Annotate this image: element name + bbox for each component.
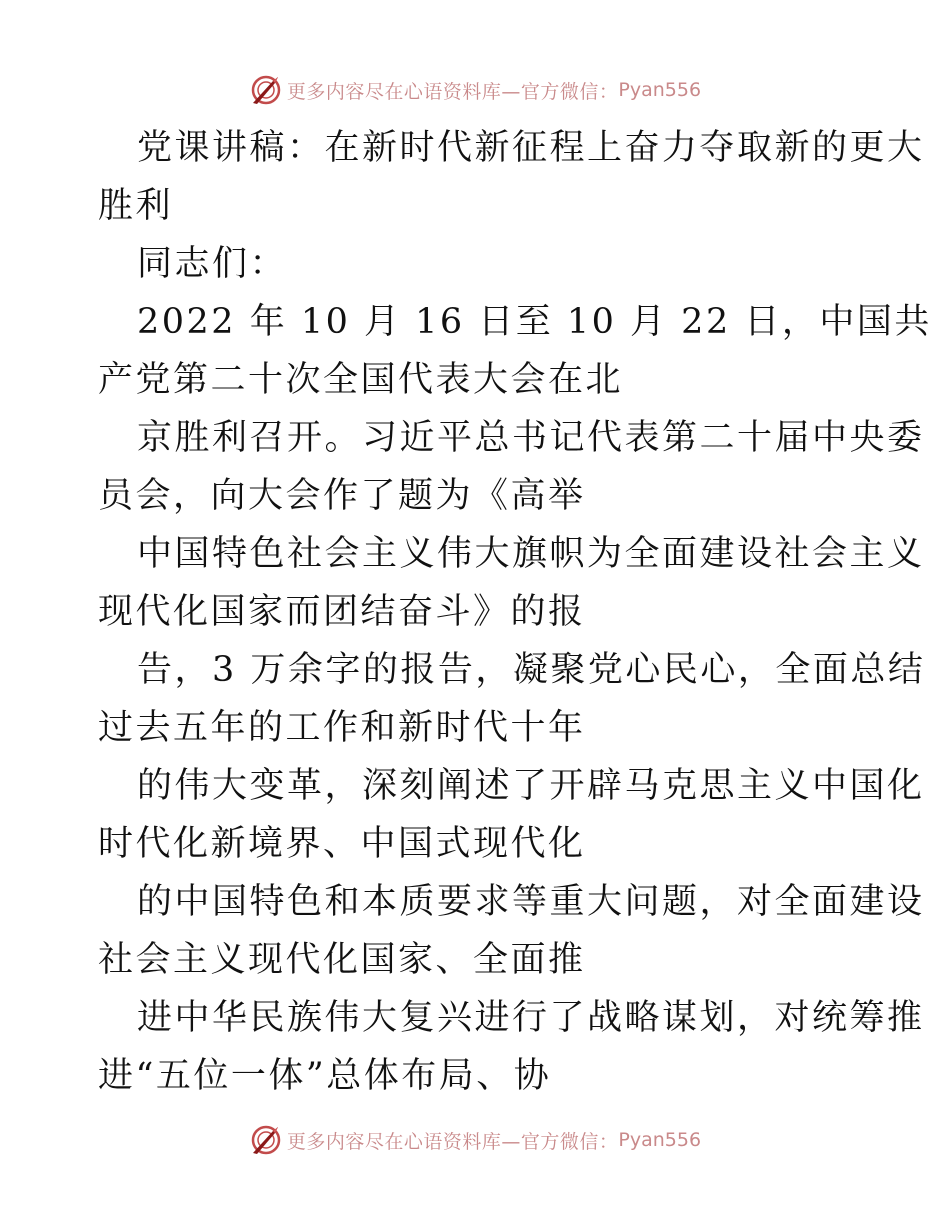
watermark-text: 更多内容尽在心语资料库—官方微信：	[286, 1130, 619, 1153]
feather-pen-seal-icon	[249, 1123, 283, 1157]
paragraph-line: 时代化新境界、中国式现代化	[98, 824, 586, 864]
paragraph-line: 的伟大变革，深刻阐述了开辟马克思主义中国化	[137, 766, 925, 806]
paragraph-line: 员会，向大会作了题为《高举	[98, 476, 586, 516]
paragraph-line: 产党第二十次全国代表大会在北	[98, 360, 624, 400]
title-line-2: 胜利	[98, 186, 174, 226]
paragraph-line: 社会主义现代化国家、全面推	[98, 940, 586, 980]
footer-watermark	[0, 1120, 950, 1160]
salutation: 同志们：	[137, 244, 288, 284]
paragraph-line: 过去五年的工作和新时代十年	[98, 708, 586, 748]
paragraph-line: 现代化国家而团结奋斗》的报	[98, 592, 586, 632]
paragraph-line: 告，3 万余字的报告，凝聚党心民心，全面总结	[137, 650, 926, 690]
watermark-text: 更多内容尽在心语资料库—官方微信：	[286, 80, 619, 103]
paragraph-line: 进中华民族伟大复兴进行了战略谋划，对统筹推	[137, 998, 925, 1038]
watermark-wechat-id: Pyan556	[618, 79, 702, 101]
paragraph-line: 京胜利召开。习近平总书记代表第二十届中央委	[137, 418, 925, 458]
paragraph-line: 2022 年 10 月 16 日至 10 月 22 日，中国共	[137, 302, 932, 342]
paragraph-line: 的中国特色和本质要求等重大问题，对全面建设	[137, 882, 925, 922]
title-line-1: 党课讲稿：在新时代新征程上奋力夺取新的更大	[137, 128, 925, 168]
paragraph-line: 中国特色社会主义伟大旗帜为全面建设社会主义	[137, 534, 925, 574]
paragraph-line: 进“五位一体”总体布局、协	[98, 1056, 552, 1096]
watermark-wechat-id: Pyan556	[618, 1129, 702, 1151]
